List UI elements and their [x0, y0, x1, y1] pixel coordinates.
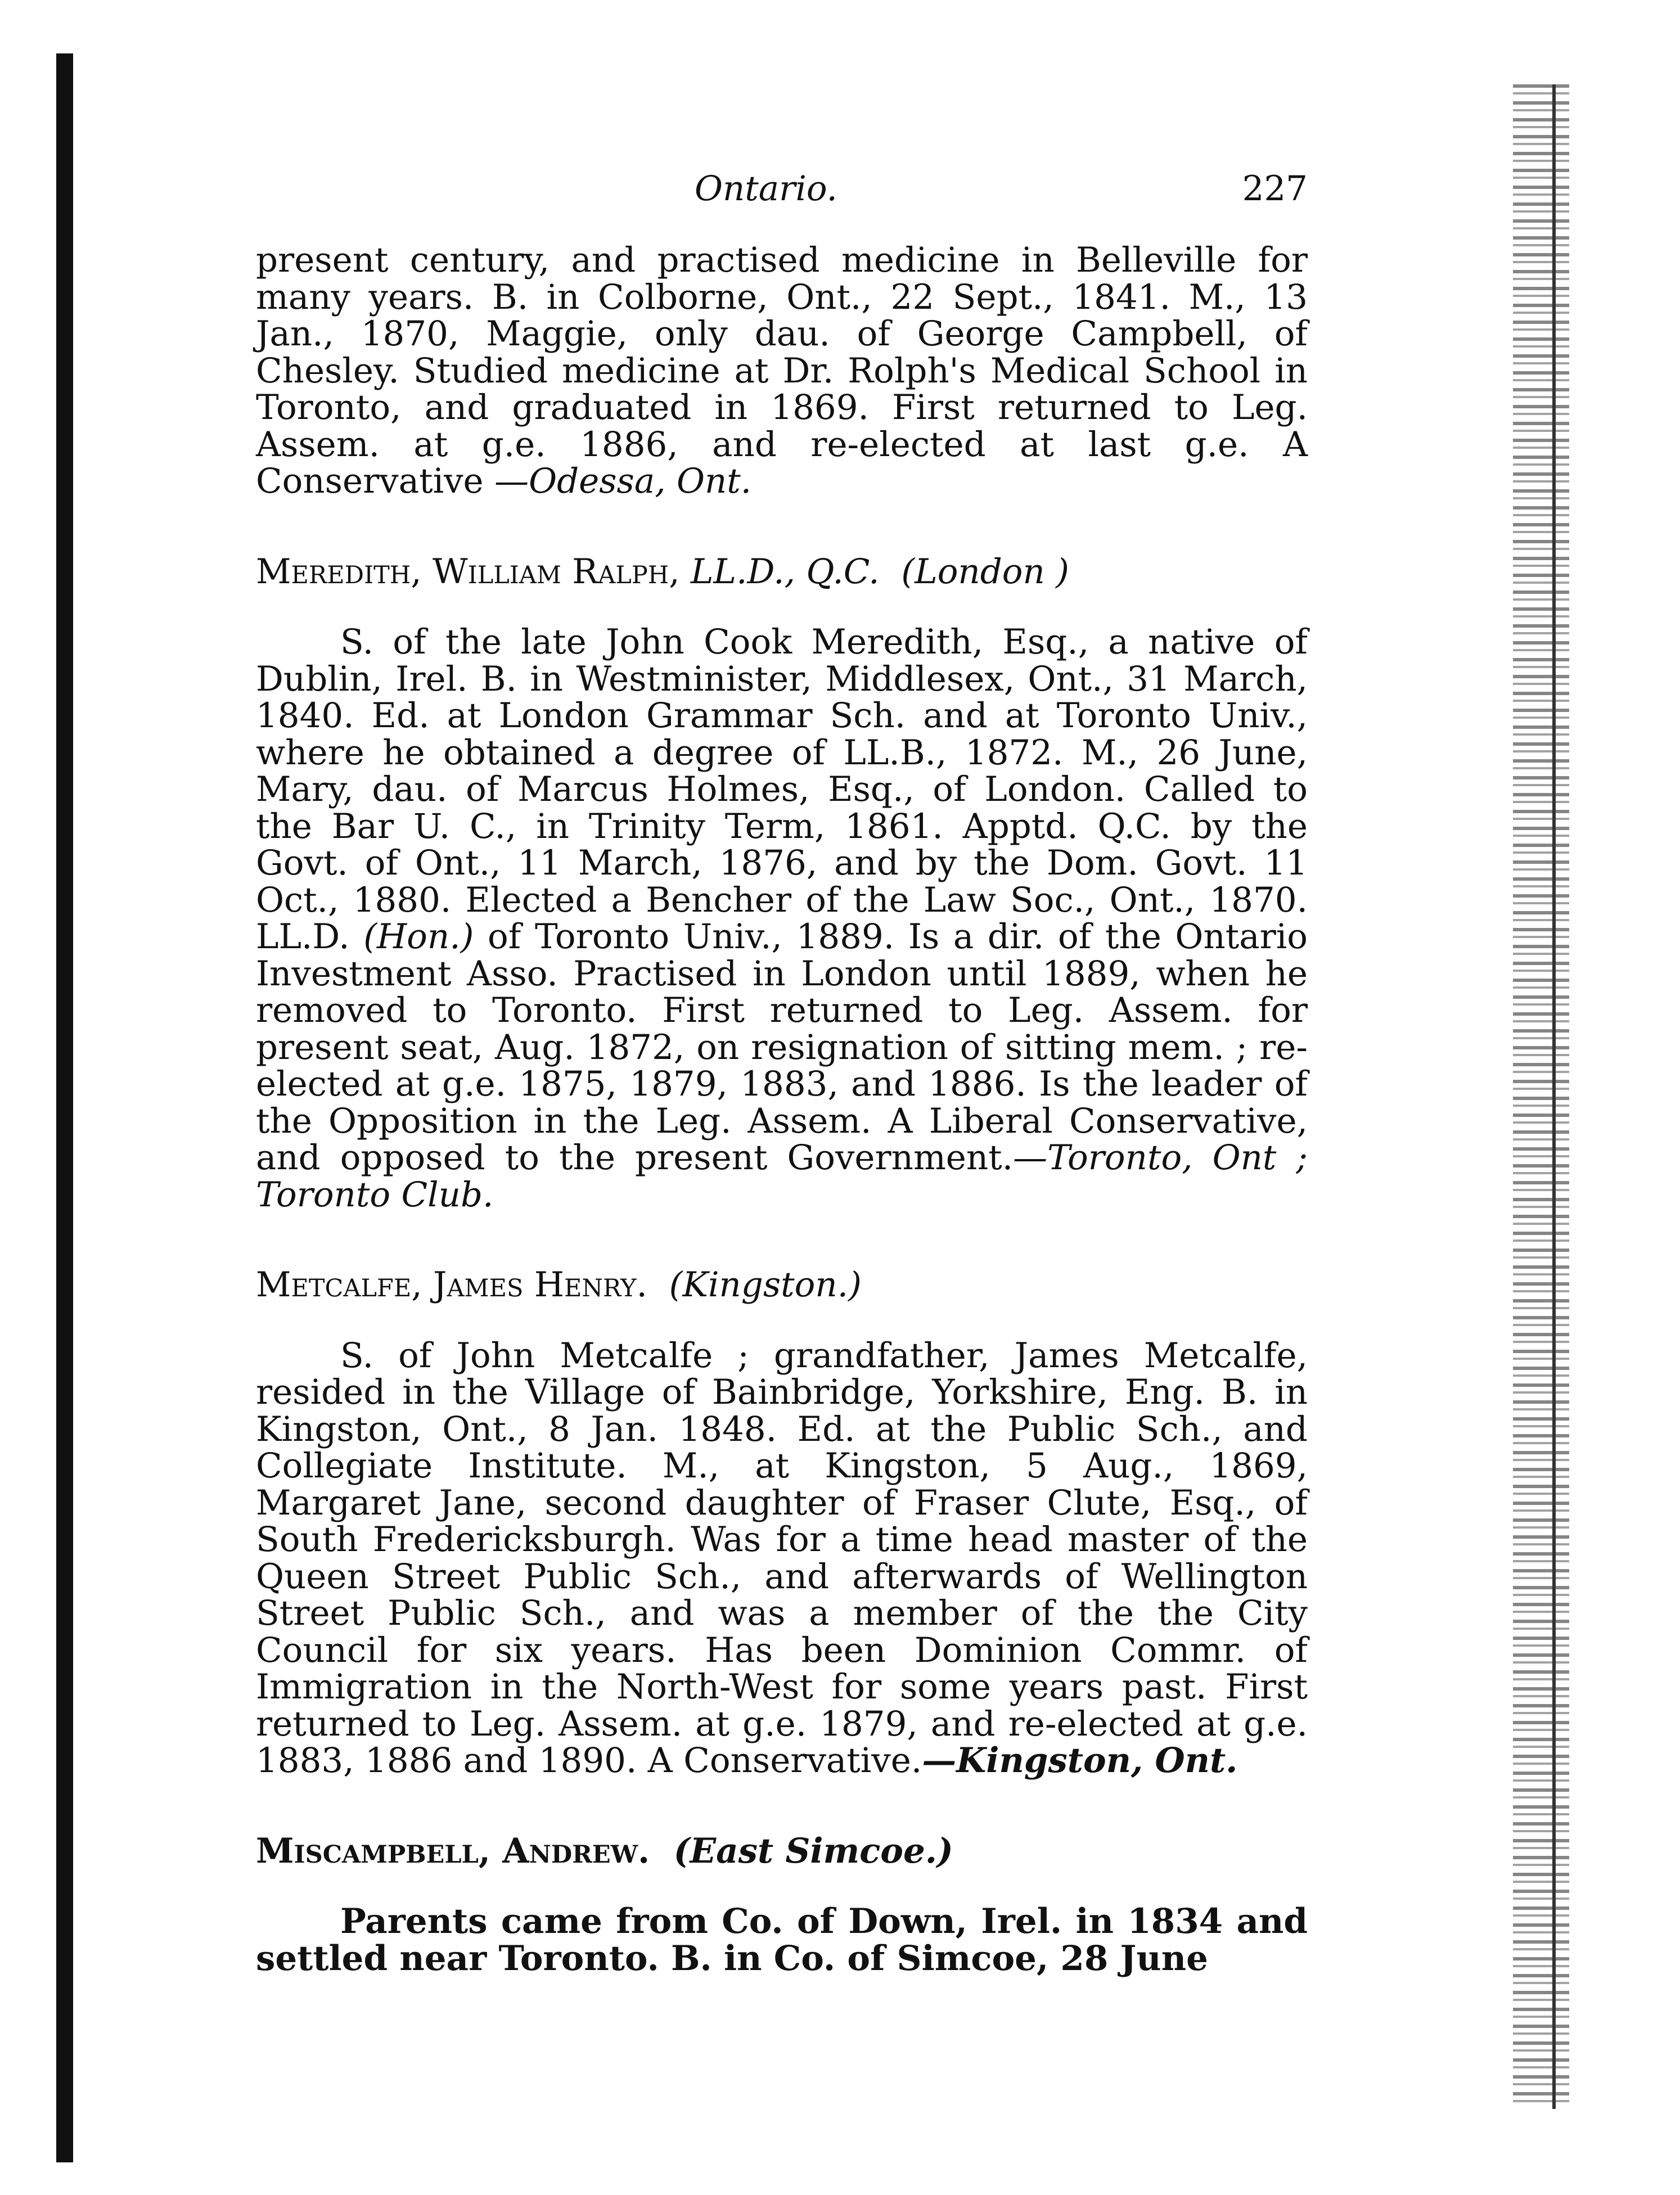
entry-text-meredith — [256, 624, 1308, 1213]
entry-name: Miscampbell, Andrew. — [256, 1831, 650, 1871]
entry-residence: —Kingston, Ont. — [922, 1741, 1238, 1781]
running-header — [256, 169, 1308, 214]
page-body — [256, 242, 1308, 1977]
scan-binding-shadow — [56, 53, 73, 2162]
entry-heading-metcalfe — [256, 1266, 1308, 1304]
entry-body-text: S. of John Metcalfe ; grandfather, James Metcalfe, resided in the Village of Bainbridge, Yorkshire, Eng. B. in Kingston, Ont., 8 Jan. 1848. Ed. at the Public Sch., and Collegiate Institute. M., at Kingston, 5 Aug., 1869, Margaret Jane, second daughter of Fraser Clute, Esq., of South Fredericksburgh. Was for a time head master of the Queen Street Public Sch., and afterwards of Wellington Street Public Sch., and was a member of the the City Council for six years. Has been Dominion Commr. of Immigration in the North-West for some years past. First returned to Leg. Assem. at g.e. 1879, and re-elected at g.e. 1883, 1886 and 1890. A Conservative. — [256, 1335, 1308, 1781]
entry-residence: —Toronto, Ont ; Toronto Club. — [256, 1138, 1308, 1215]
entry-body-text: S. of the late John Cook Meredith, Esq., a native of Dublin, Irel. B. in Westminister, Middlesex, Ont., 31 March, 1840. Ed. at London Grammar Sch. and at Toronto Univ., where he obtained a degree of LL.B., 1872. M., 26 June, Mary, dau. of Marcus Holmes, Esq., of London. Called to the Bar U. C., in Trinity Term, 1861. Apptd. Q.C. by the Govt. of Ont., 11 March, 1876, and by the Dom. Govt. 11 Oct., 1880. Elected a Bencher of the Law Soc., Ont., 1870. LL.D. — [256, 622, 1308, 957]
entry-body-text: Parents came from Co. of Down, Irel. in 1834 and settled near Toronto. B. in Co. of Simcoe, 28 June — [256, 1901, 1308, 1978]
page-number: 227 — [1242, 169, 1308, 209]
entry-constituency: (Kingston.) — [669, 1265, 862, 1305]
entry-heading-meredith — [256, 553, 1308, 591]
entry-text-metcalfe — [256, 1337, 1308, 1779]
entry-hon: (Hon.) — [363, 917, 474, 957]
scan-page-edge-line — [1552, 84, 1556, 2109]
running-title: Ontario. — [695, 169, 837, 209]
entry-constituency: (East Simcoe.) — [673, 1831, 953, 1871]
entry-title: LL.D., Q.C. — [691, 551, 880, 592]
entry-continued-text — [256, 242, 1308, 500]
entry-constituency: (London ) — [901, 551, 1069, 592]
entry-residence: —Odessa, Ont. — [494, 461, 752, 501]
entry-body-text: present century, and practised medicine in Belleville for many years. B. in Colborne, Ont., 22 Sept., 1841. M., 13 Jan., 1870, Maggie, only dau. of George Campbell, of Chesley. Studied medicine at Dr. Rolph's Medical School in Toronto, and graduated in 1869. First returned to Leg. Assem. at g.e. 1886, and re-elected at last g.e. A Conservative — [256, 240, 1308, 501]
entry-text-miscampbell — [256, 1903, 1308, 1977]
entry-body-text-continued: of Toronto Univ., 1889. Is a dir. of the Ontario Investment Asso. Practised in London until 1889, when he removed to Toronto. First returned to Leg. Assem. for present seat, Aug. 1872, on resignation of sitting mem. ; re-elected at g.e. 1875, 1879, 1883, and 1886. Is the leader of the Opposition in the Leg. Assem. A Liberal Conservative, and opposed to the present Government. — [256, 917, 1308, 1178]
entry-name: Metcalfe, James Henry. — [256, 1265, 647, 1305]
scan-page-edge — [1513, 84, 1569, 2109]
entry-heading-miscampbell — [256, 1833, 1308, 1870]
entry-name: Meredith, William Ralph, — [256, 551, 680, 592]
